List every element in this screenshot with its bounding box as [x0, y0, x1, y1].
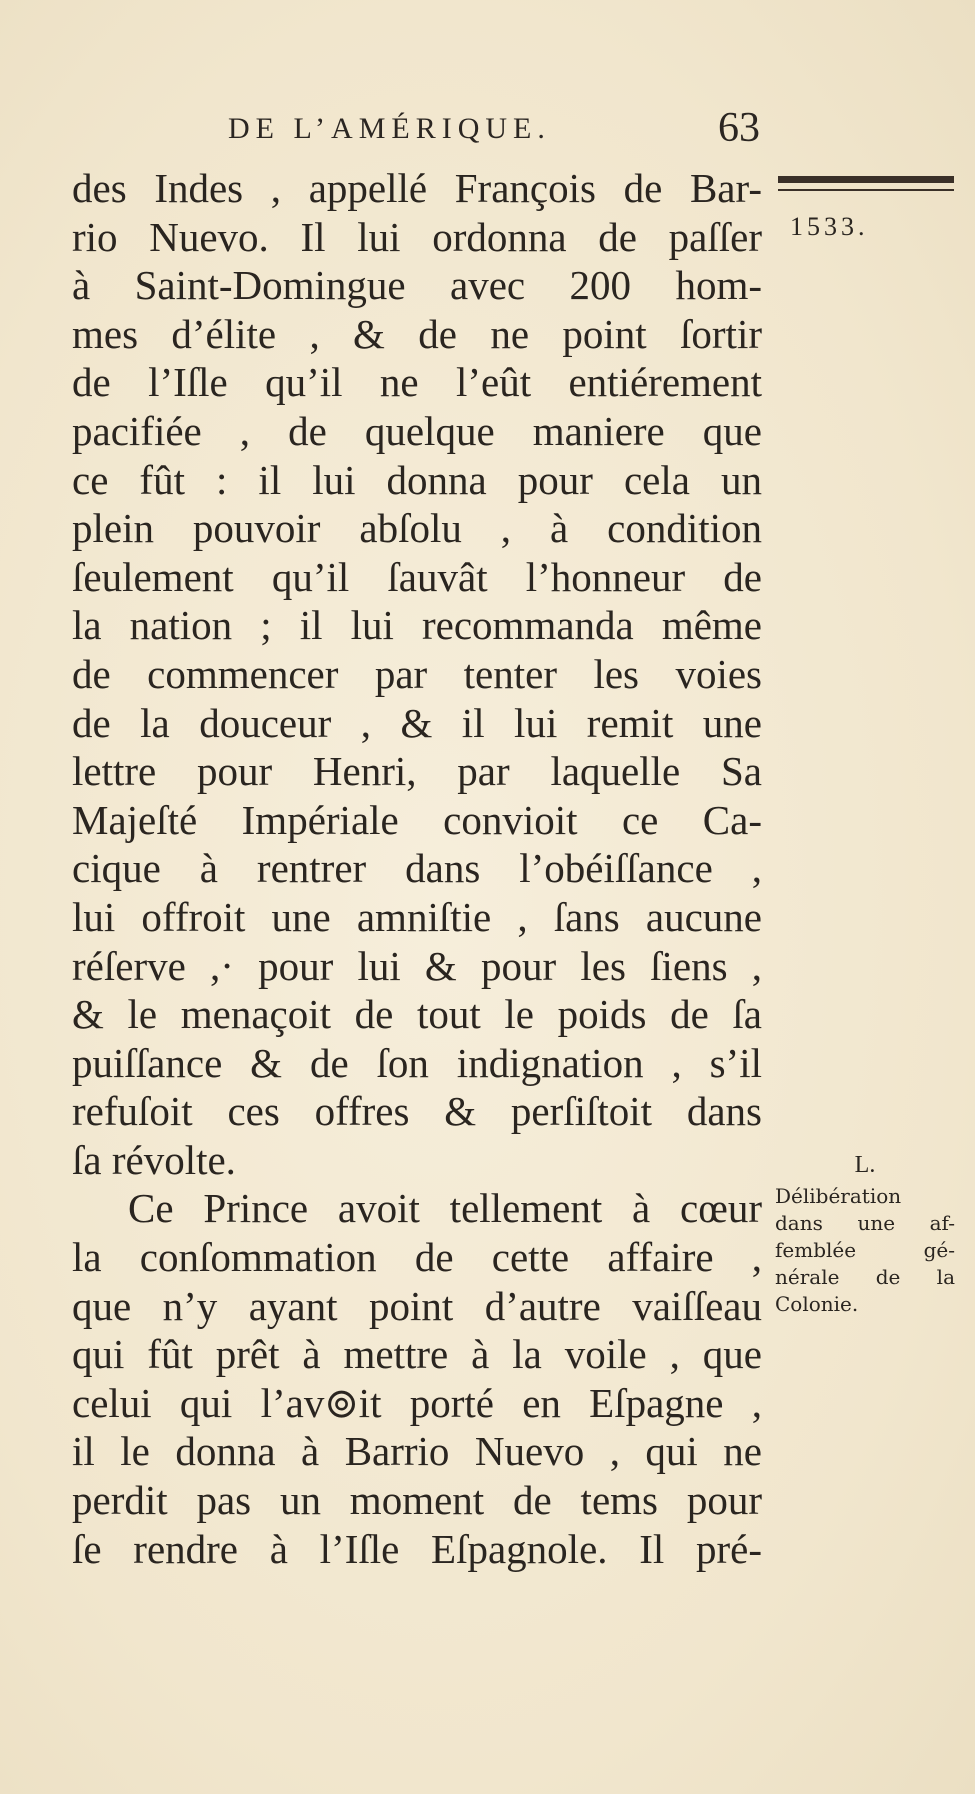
text-line: de l’Iſle qu’il ne l’eût entiérement — [72, 359, 762, 406]
text-line: il le donna à Barrio Nuevo , qui ne — [72, 1428, 762, 1475]
text-line: Ce Prince avoit tellement à cœur — [128, 1185, 762, 1232]
margin-ornament-rule — [778, 176, 954, 183]
text-line: mes d’élite , & de ne point ſortir — [72, 310, 762, 357]
text-line: que n’y ayant point d’autre vaiſſeau — [72, 1282, 762, 1329]
text-line: cique à rentrer dans l’obéiſſance , — [72, 845, 762, 892]
text-line: la nation ; il lui recommanda même — [72, 602, 762, 649]
marginal-note — [775, 1152, 955, 1318]
marginal-note-line: dans une af- — [775, 1211, 955, 1235]
text-line: lettre pour Henri, par laquelle Sa — [72, 748, 762, 795]
text-line: ſa révolte. — [72, 1136, 236, 1183]
text-line: perdit pas un moment de tems pour — [72, 1477, 762, 1524]
text-line: à Saint-Domingue avec 200 hom- — [72, 262, 762, 309]
running-title: DE L’AMÉRIQUE. — [228, 112, 551, 145]
marginal-note-line: Colonie. — [775, 1292, 859, 1316]
marginal-note-line: femblée gé- — [775, 1238, 955, 1262]
text-line: des Indes , appellé François de Bar- — [72, 165, 762, 211]
text-line: Majeſté Impériale convioit ce Ca- — [72, 796, 762, 843]
text-line: de commencer par tenter les voies — [72, 650, 762, 697]
text-line: rio Nuevo. Il lui ordonna de paſſer — [72, 213, 762, 260]
text-line: & le menaçoit de tout le poids de ſa — [72, 991, 762, 1038]
marginal-note-line: Délibération — [775, 1184, 902, 1208]
text-line: refuſoit ces offres & perſiſtoit dans — [72, 1088, 762, 1135]
text-line: ſe rendre à l’Iſle Eſpagnole. Il pré- — [72, 1525, 762, 1572]
text-line: ce fût : il lui donna pour cela un — [72, 456, 762, 503]
margin-ornament-rule-thin — [778, 189, 954, 191]
text-line: de la douceur , & il lui remit une — [72, 699, 762, 746]
text-line: plein pouvoir abſolu , à condition — [72, 505, 762, 552]
marginal-note-number: L. — [854, 1152, 876, 1178]
page-number: 63 — [718, 105, 760, 151]
text-line: réſerve ,· pour lui & pour les ſiens , — [72, 942, 762, 989]
body-text — [72, 164, 762, 1573]
text-line: qui fût prêt à mettre à la voile , que — [72, 1331, 762, 1378]
text-line: celui qui l’av⊚it porté en Eſpagne , — [72, 1379, 762, 1426]
text-line: pacifiée , de quelque maniere que — [72, 407, 762, 454]
text-line: ſeulement qu’il ſauvât l’honneur de — [72, 553, 762, 600]
marginal-note-line: nérale de la — [775, 1265, 955, 1289]
margin-year: 1533. — [790, 212, 869, 241]
text-line: la conſommation de cette affaire , — [72, 1234, 762, 1281]
text-line: puiſſance & de ſon indignation , s’il — [72, 1039, 762, 1086]
text-line: lui offroit une amniſtie , ſans aucune — [72, 893, 762, 940]
